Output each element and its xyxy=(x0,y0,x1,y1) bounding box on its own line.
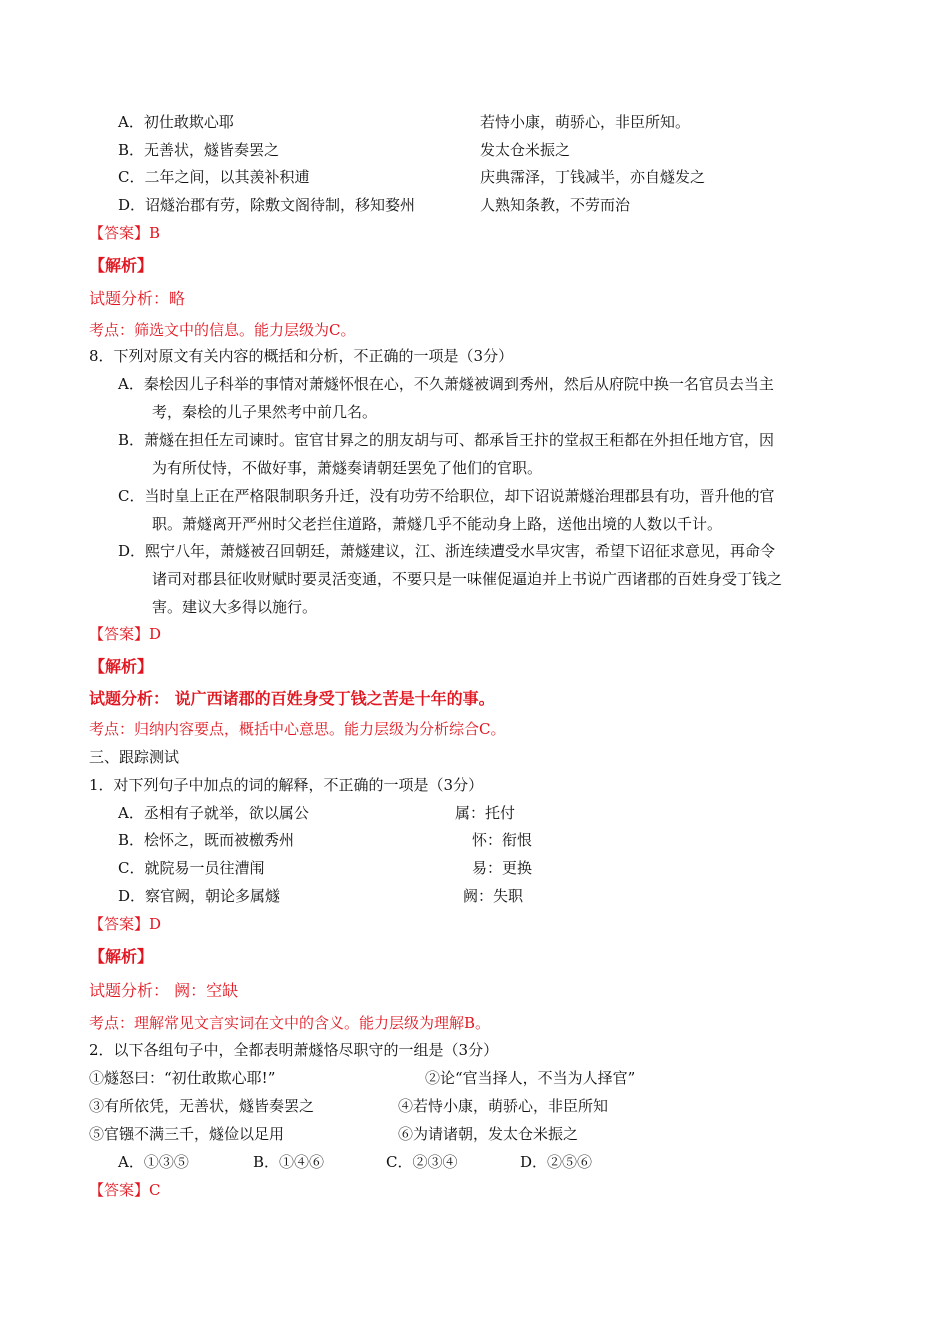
q8-option-d-line2: 诸司对郡县征收财赋时要灵活变通，不要只是一味催促逼迫并上书说广西诸郡的百姓身受丁钱之 xyxy=(152,570,783,588)
q8-jiexi-heading: 【解析】 xyxy=(89,657,154,676)
q8-option-a-line1: A．秦桧因儿子科举的事情对萧燧怀恨在心，不久萧燧被调到秀州，然后从府院中换一名官员去当主 xyxy=(118,375,774,393)
q8-stem: 8．下列对原文有关内容的概括和分析，不正确的一项是（3分） xyxy=(89,347,514,365)
t2-item-1: ①燧怒曰：“初仕敢欺心耶!” xyxy=(89,1069,276,1087)
q8-analysis: 试题分析： 说广西诸郡的百姓身受丁钱之苦是十年的事。 xyxy=(89,689,495,708)
t2-stem: 2．以下各组句子中，全都表明萧燧恪尽职守的一组是（3分） xyxy=(89,1041,499,1059)
t1-option-d-right: 阙：失职 xyxy=(463,887,524,905)
q8-option-b-line1: B．萧燧在担任左司谏时。宦官甘昪之的朋友胡与可、都承旨王抃的堂叔王秬都在外担任地方官，因 xyxy=(118,431,775,449)
t1-jiexi-heading: 【解析】 xyxy=(89,947,154,966)
q7-jiexi-heading: 【解析】 xyxy=(89,256,154,275)
section-heading: 三、跟踪测试 xyxy=(89,748,180,766)
q7-option-c-left: C．二年之间，以其羡补积逋 xyxy=(118,168,310,186)
q7-answer: 【答案】B xyxy=(89,224,161,242)
t2-answer: 【答案】C xyxy=(89,1181,161,1199)
q7-option-d-left: D．诏燧治郡有劳，除敷文阁待制，移知婺州 xyxy=(118,196,416,214)
t2-choice-d: D．②⑤⑥ xyxy=(520,1153,593,1171)
q7-option-b-left: B．无善状，燧皆奏罢之 xyxy=(118,141,280,159)
q7-analysis: 试题分析：略 xyxy=(89,289,186,308)
q8-option-c-line2: 职。萧燧离开严州时父老拦住道路，萧燧几乎不能动身上路，送他出境的人数以千计。 xyxy=(152,515,723,533)
t1-stem: 1．对下列句子中加点的词的解释，不正确的一项是（3分） xyxy=(89,776,484,794)
q7-option-c-right: 庆典霈泽，丁钱减半，亦自燧发之 xyxy=(480,168,706,186)
t1-option-c-left: C．就院易一员往漕闱 xyxy=(118,859,265,877)
q7-option-d-right: 人熟知条教，不劳而治 xyxy=(480,196,631,214)
t1-option-b-right: 怀：衔恨 xyxy=(472,831,533,849)
t2-item-3: ③有所依凭，无善状，燧皆奏罢之 xyxy=(89,1097,315,1115)
t2-choice-b: B．①④⑥ xyxy=(253,1153,325,1171)
q8-option-c-line1: C．当时皇上正在严格限制职务升迁，没有功劳不给职位，却下诏说萧燧治理郡县有功，晋升他的官 xyxy=(118,487,775,505)
t2-item-4: ④若恃小康，萌骄心，非臣所知 xyxy=(398,1097,609,1115)
q8-option-d-line1: D．熙宁八年，萧燧被召回朝廷，萧燧建议，江、浙连续遭受水旱灾害，希望下诏征求意见，再命令 xyxy=(118,542,776,560)
t2-item-5: ⑤官镪不满三千，燧俭以足用 xyxy=(89,1125,285,1143)
t1-option-d-left: D．察官阙，朝论多属燧 xyxy=(118,887,281,905)
t1-answer: 【答案】D xyxy=(89,915,162,933)
t1-option-b-left: B．桧怀之，既而被檄秀州 xyxy=(118,831,295,849)
t1-kaodian: 考点：理解常见文言实词在文中的含义。能力层级为理解B。 xyxy=(89,1014,491,1032)
q8-answer: 【答案】D xyxy=(89,625,162,643)
t2-item-2: ②论“官当择人，不当为人择官” xyxy=(425,1069,636,1087)
t1-option-a-right: 属：托付 xyxy=(455,804,516,822)
t1-option-a-left: A．丞相有子就举，欲以属公 xyxy=(118,804,309,822)
q8-option-a-line2: 考，秦桧的儿子果然考中前几名。 xyxy=(152,403,378,421)
q8-option-d-line3: 害。建议大多得以施行。 xyxy=(152,598,318,616)
t1-option-c-right: 易：更换 xyxy=(472,859,533,877)
q7-kaodian: 考点：筛选文中的信息。能力层级为C。 xyxy=(89,321,356,339)
q7-option-b-right: 发太仓米振之 xyxy=(480,141,571,159)
q7-option-a-right: 若恃小康，萌骄心，非臣所知。 xyxy=(480,113,691,131)
q8-kaodian: 考点：归纳内容要点，概括中心意思。能力层级为分析综合C。 xyxy=(89,720,506,738)
t2-choice-a: A．①③⑤ xyxy=(118,1153,189,1171)
t1-analysis: 试题分析： 阙：空缺 xyxy=(89,981,239,1000)
q7-option-a-left: A．初仕敢欺心耶 xyxy=(118,113,234,131)
t2-choice-c: C．②③④ xyxy=(386,1153,458,1171)
q8-option-b-line2: 为有所仗恃，不做好事，萧燧奏请朝廷罢免了他们的官职。 xyxy=(152,459,543,477)
t2-item-6: ⑥为请诸朝，发太仓米振之 xyxy=(398,1125,579,1143)
